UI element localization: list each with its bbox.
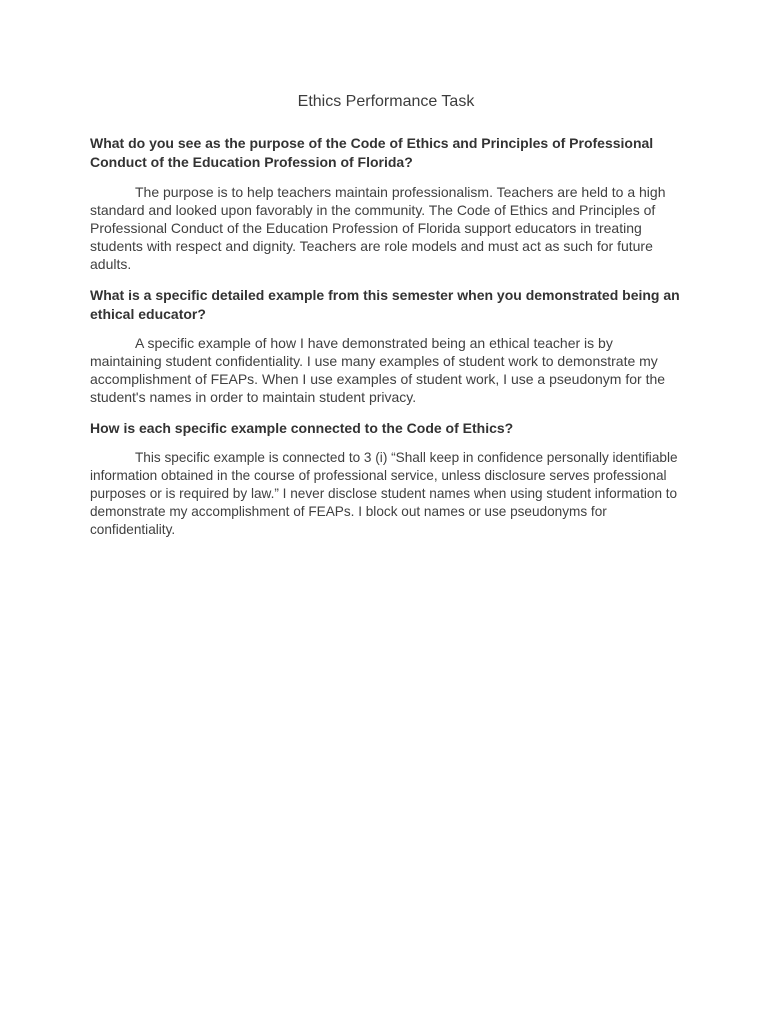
answer-2: A specific example of how I have demonstrated being an ethical teacher is by maintaining student confidentiality. I use many examples of student work to demonstrate my accomplishment of FEAPs. When I use examples of student work, I use a pseudonym for the student's names in order to maintain student privacy. [90,335,666,405]
answer-1: The purpose is to help teachers maintain professionalism. Teachers are held to a high standard and looked upon favorably in the community. The Code of Ethics and Principles of Professional Conduct of the Education Profession of Florida support educators in treating students with respect and dignity. Teachers are role models and must act as such for future adults. [90,184,666,272]
document-title: Ethics Performance Task [297,93,475,110]
question-2: What is a specific detailed example from this semester when you demonstrated being an ethical educator? [90,287,680,322]
question-1: What do you see as the purpose of the Code of Ethics and Principles of Professional Conduct of the Education Profession of Florida? [90,135,654,170]
answer-3: This specific example is connected to 3 (i) “Shall keep in confidence personally identifiable information obtained in the course of professional service, unless disclosure serves professional purposes or is required by law.” I never disclose student names when using student information to demonstrate my accomplishment of FEAPs. I block out names or use pseudonyms for confidentiality. [90,450,678,537]
question-3: How is each specific example connected to the Code of Ethics? [90,420,514,436]
